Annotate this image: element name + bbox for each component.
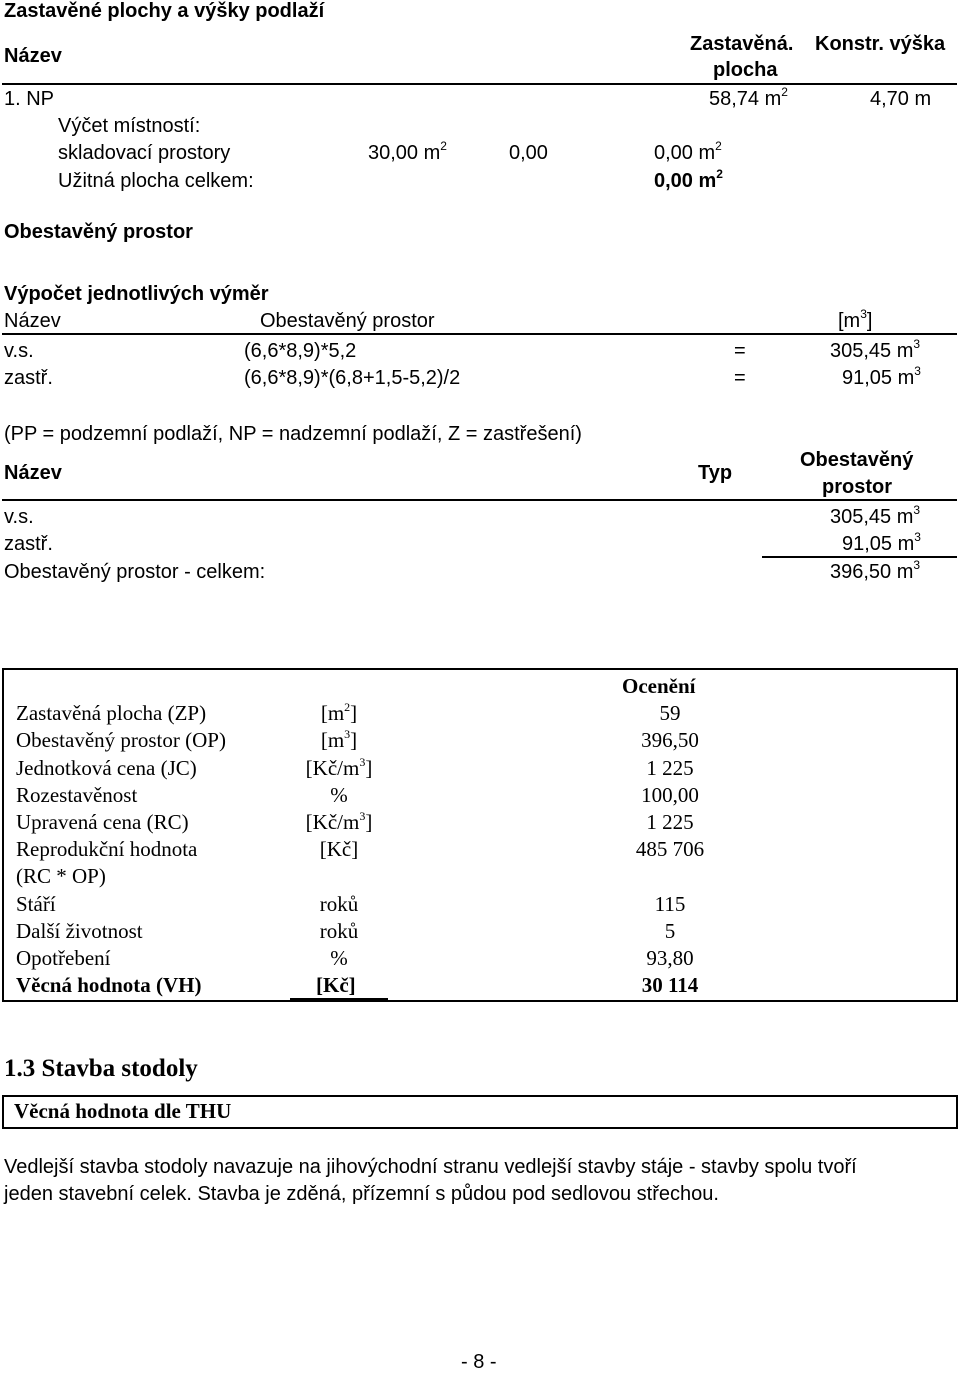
room-area: 30,00 $m^2$	[368, 139, 447, 164]
valuation-row-unit: $[m^2]$	[320, 700, 358, 725]
value-total-label: Věcná hodnota (VH)	[16, 973, 202, 997]
useful-total-value: 0,00 $m^2$	[654, 167, 723, 192]
valuation-row-label: Stáří	[16, 892, 56, 916]
thu-box-label: Věcná hodnota dle THU	[14, 1099, 232, 1123]
rooms-label: Výčet místností:	[58, 115, 201, 137]
valuation-row-value: 93,80	[646, 946, 694, 970]
section-title-built-areas: Zastavěné plochy a výšky podlaží	[4, 0, 325, 22]
col-header-area-2: plocha	[713, 59, 778, 81]
valuation-row-unit: $[Kč/m^3]$	[305, 809, 373, 834]
valuation-row-label: Další životnost	[16, 919, 143, 943]
section-title-volume: Obestavěný prostor	[4, 221, 193, 243]
paragraph-line: jeden stavební celek. Stavba je zděná, přízemní s půdou pod sedlovou střechou.	[4, 1183, 719, 1205]
calc-row-equals: =	[734, 340, 746, 362]
valuation-row-label: Rozestavěnost	[16, 783, 138, 807]
valuation-row-unit: roků	[319, 892, 359, 916]
room-name: skladovací prostory	[58, 142, 231, 164]
calc-row-name: v.s.	[4, 340, 34, 362]
divider	[2, 333, 957, 335]
divider	[2, 499, 957, 501]
calc-row-equals: =	[734, 367, 746, 389]
summary-col-volume-2: prostor	[822, 476, 892, 498]
calc-row-name: zastř.	[4, 367, 53, 389]
paragraph-line: Vedlejší stavba stodoly navazuje na jihovýchodní stranu vedlejší stavby stáje - stavby spolu tvoří	[4, 1156, 857, 1178]
page-number: - 8 -	[461, 1351, 497, 1373]
valuation-row-value: 115	[654, 892, 686, 916]
valuation-row-label: (RC * OP)	[16, 864, 106, 888]
summary-row-name: zastř.	[4, 533, 53, 555]
section-heading: 1.3 Stavba stodoly	[4, 1055, 198, 1082]
calc-col-name: Název	[4, 310, 61, 332]
calc-col-unit: $[m^3]$	[838, 307, 873, 332]
summary-col-volume-1: Obestavěný	[800, 449, 914, 471]
volume-total-label: Obestavěný prostor - celkem:	[4, 561, 266, 583]
summary-row-value: 305,45 $m^3$	[830, 503, 921, 528]
floor-area: 58,74 $m^2$	[709, 85, 788, 110]
col-header-name: Název	[4, 45, 62, 67]
valuation-row-value: 1 225	[646, 756, 694, 780]
divider	[762, 556, 957, 558]
calc-row-value: 305,45 $m^3$	[830, 337, 921, 362]
valuation-row-label: Reprodukční hodnota	[16, 837, 198, 861]
valuation-row-label: Jednotková cena (JC)	[16, 756, 197, 780]
valuation-row-unit: $[Kč/m^3]$	[305, 755, 373, 780]
valuation-row-unit: $[m^3]$	[320, 727, 358, 752]
room-coef: 0,00	[509, 142, 548, 164]
summary-row-name: v.s.	[4, 506, 34, 528]
valuation-row-label: Upravená cena (RC)	[16, 810, 189, 834]
valuation-row-value: 1 225	[646, 810, 694, 834]
valuation-row-unit: roků	[319, 919, 359, 943]
calc-row-formula: (6,6*8,9)*5,2	[244, 340, 357, 362]
col-header-height: Konstr. výška	[815, 33, 946, 55]
value-total-value: 30 114	[641, 973, 699, 997]
divider	[2, 83, 957, 85]
valuation-row-unit: %	[330, 946, 348, 970]
floor-abbrev-legend: (PP = podzemní podlaží, NP = nadzemní podlaží, Z = zastřešení)	[4, 423, 582, 445]
col-header-area-1: Zastavěná.	[690, 33, 794, 55]
calc-col-formula: Obestavěný prostor	[260, 310, 435, 332]
floor-name: 1. NP	[4, 88, 55, 110]
summary-row-value: 91,05 $m^3$	[842, 530, 921, 555]
room-useful-area: 0,00 $m^2$	[654, 139, 722, 164]
valuation-row-value: 396,50	[641, 728, 699, 752]
valuation-row-label: Opotřebení	[16, 946, 111, 970]
section-subtitle-calc: Výpočet jednotlivých výměr	[4, 283, 269, 305]
valuation-row-value: 100,00	[641, 783, 699, 807]
value-total-unit: [Kč]	[316, 973, 356, 997]
summary-col-name: Název	[4, 462, 62, 484]
calc-row-formula: (6,6*8,9)*(6,8+1,5-5,2)/2	[244, 367, 461, 389]
valuation-row-value: 5	[664, 919, 676, 943]
valuation-row-label: Zastavěná plocha (ZP)	[16, 701, 207, 725]
floor-height: 4,70 m	[870, 88, 932, 110]
valuation-row-unit: %	[330, 783, 348, 807]
calc-row-value: 91,05 $m^3$	[842, 364, 921, 389]
useful-total-label: Užitná plocha celkem:	[58, 170, 254, 192]
valuation-row-value: 485 706	[635, 837, 705, 861]
divider	[290, 998, 388, 1000]
valuation-row-label: Obestavěný prostor (OP)	[16, 728, 226, 752]
valuation-header: Ocenění	[622, 674, 696, 698]
valuation-row-unit: [Kč]	[319, 837, 359, 861]
summary-col-type: Typ	[698, 462, 733, 484]
valuation-row-value: 59	[659, 701, 681, 725]
volume-total-value: 396,50 $m^3$	[830, 558, 921, 583]
